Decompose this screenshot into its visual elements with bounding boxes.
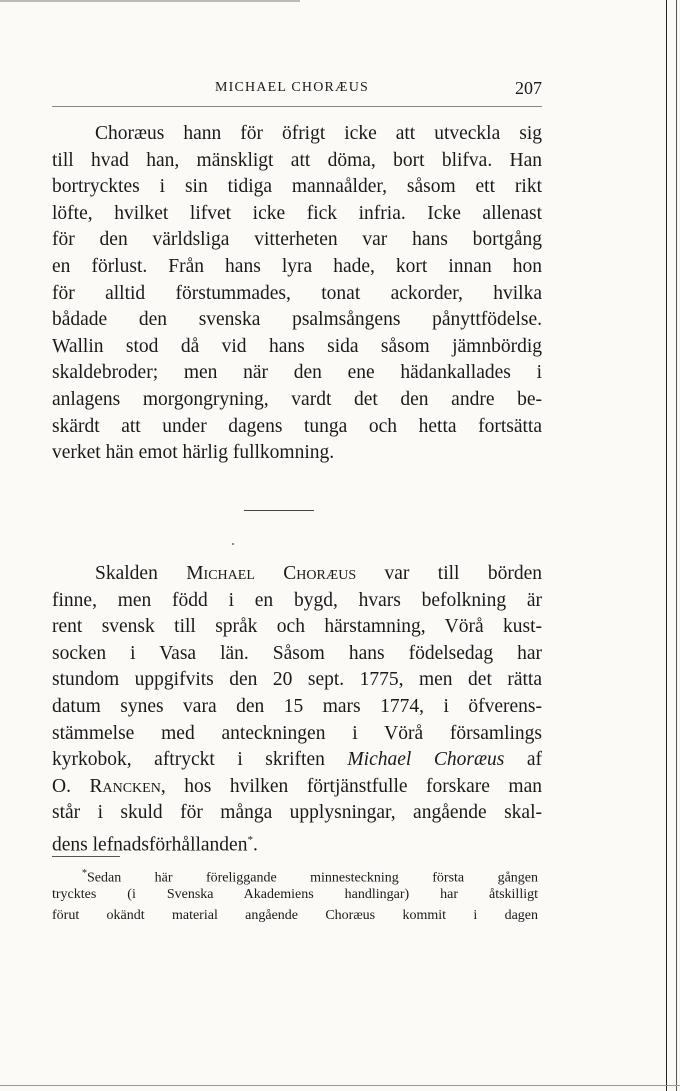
footnote-marker: * bbox=[82, 868, 87, 879]
text-line: bortrycktes i sin tidiga mannaålder, såsom ett rikt bbox=[52, 176, 542, 198]
text-line: finne, men född i en bygd, hvars befolkning är bbox=[52, 589, 542, 611]
text-line bbox=[52, 747, 542, 774]
text-line: står i skuld för många upplysningar, angående skal- bbox=[52, 802, 542, 824]
reference-author: Rancken bbox=[89, 775, 161, 797]
text-line: stämmelse med anteckningen i Vörå församlings bbox=[52, 722, 542, 744]
scan-edge-bottom bbox=[0, 1085, 680, 1086]
header-rule bbox=[52, 106, 542, 107]
footnote-line: trycktes (i Svenska Akademiens handlingar) har åtskilligt bbox=[52, 887, 538, 902]
footnote bbox=[52, 863, 538, 926]
text-line: rent svensk till språk och härstamning, Vörå kust- bbox=[52, 616, 542, 638]
page-header bbox=[52, 78, 542, 102]
page-number: 207 bbox=[515, 78, 542, 98]
text-line: verket hän emot härlig fullkomning. bbox=[52, 442, 335, 464]
text-line: skärdt att under dagens tunga och hetta fortsätta bbox=[52, 415, 542, 437]
text-line bbox=[52, 774, 542, 801]
text-run: af bbox=[526, 749, 542, 771]
paragraph-2 bbox=[52, 561, 542, 854]
text-line: skaldebroder; men när den ene hädankallades i bbox=[52, 362, 542, 384]
text-run: Skalden bbox=[95, 563, 158, 584]
section-divider bbox=[244, 510, 314, 511]
scan-edge-right-outer bbox=[676, 0, 677, 1091]
paragraph-1 bbox=[52, 121, 542, 467]
text-line: anlagens morgongryning, vardt det den andre be- bbox=[52, 388, 542, 410]
scan-edge-right bbox=[666, 0, 667, 1091]
text-line: för den världsliga vitterheten var hans bortgång bbox=[52, 229, 542, 251]
print-speck bbox=[232, 543, 234, 545]
text-run: kyrkobok, aftryckt i skriften bbox=[52, 749, 325, 771]
running-title: MICHAEL CHORÆUS bbox=[215, 80, 369, 95]
text-run: Sedan här föreliggande minnesteckning första gången bbox=[87, 870, 538, 886]
text-line bbox=[52, 561, 542, 588]
text-line: Wallin stod då vid hans sida såsom jämnbördig bbox=[52, 335, 542, 357]
text-line: till hvad han, mänskligt att döma, bort blifva. Han bbox=[52, 149, 542, 171]
text-run: dens lefnadsförhållanden bbox=[52, 834, 248, 856]
text-line bbox=[52, 827, 542, 854]
text-line: stundom uppgifvits den 20 sept. 1775, men det rätta bbox=[52, 669, 542, 691]
footnote-rule bbox=[52, 856, 120, 857]
text-run: var till börden bbox=[384, 563, 542, 584]
text-line: löfte, hvilket lifvet icke fick infria. Icke allenast bbox=[52, 202, 542, 224]
author-name: Michael Choræus bbox=[186, 563, 357, 584]
text-line: socken i Vasa län. Såsom hans födelsedag har bbox=[52, 642, 542, 664]
footnote-marker: * bbox=[247, 833, 253, 846]
text-line: för alltid förstummades, tonat ackorder, hvilka bbox=[52, 282, 542, 304]
text-line: en förlust. Från hans lyra hade, kort innan hon bbox=[52, 255, 542, 277]
text-line: Choræus hann för öfrigt icke att utveckla sig bbox=[95, 123, 542, 144]
book-title: Michael Choræus bbox=[347, 749, 505, 771]
text-line: bådade den svenska psalmsångens pånyttfödelse. bbox=[52, 309, 542, 331]
text-run: O. bbox=[52, 775, 71, 797]
footnote-line: förut okändt material angående Choræus kommit i dagen bbox=[52, 908, 538, 923]
text-run: . bbox=[252, 834, 258, 856]
text-run: , hos hvilken förtjänstfulle forskare man bbox=[160, 775, 543, 797]
footnote-line bbox=[52, 863, 538, 884]
text-line: datum synes vara den 15 mars 1774, i öfverens- bbox=[52, 695, 542, 717]
scan-edge-top bbox=[0, 0, 300, 2]
